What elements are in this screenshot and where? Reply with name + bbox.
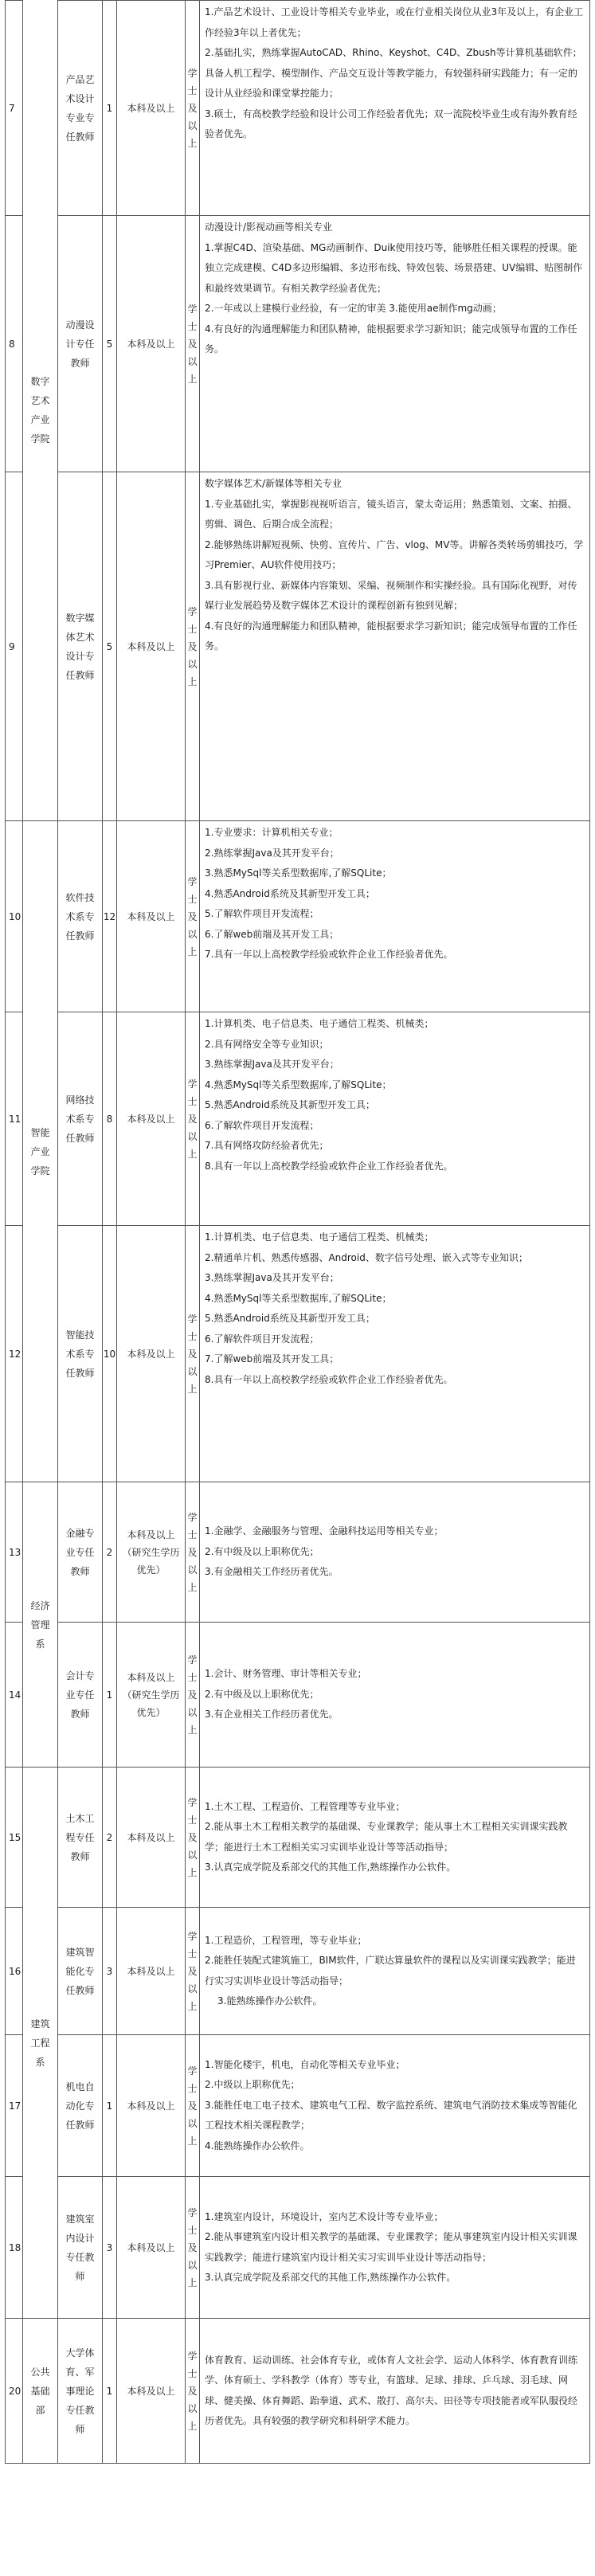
requirement-line: 3.具有影视行业、新媒体内容策划、采编、视频制作和实操经验。具有国际化视野，对传媒行业发展趋势及数字媒体艺术设计的课程创新有独到见解； — [205, 579, 577, 611]
headcount: 8 — [103, 1012, 117, 1226]
requirement-line: 4.熟悉MySql等关系型数据库,了解SQLite； — [205, 1292, 392, 1304]
position-name: 建筑智能化专任教师 — [58, 1908, 103, 2035]
table-row — [6, 1623, 590, 1768]
table-row — [6, 1908, 590, 2035]
degree: 学士及以上 — [186, 1482, 200, 1623]
requirement-line: 3.有金融相关工作经历者优先。 — [205, 1566, 339, 1578]
requirement-line: 3.熟练掌握Java及其开发平台； — [205, 1059, 339, 1070]
education: 本科及以上 — [117, 2177, 186, 2319]
row-number: 15 — [6, 1768, 23, 1908]
table-row — [6, 472, 590, 821]
education: 本科及以上 — [117, 1012, 186, 1226]
requirement-line: 2.能从事建筑室内设计相关教学的基础课、专业课教学；能从事建筑室内设计相关实训课实践教学；能进行建筑室内设计相关实习实训毕业设计等活动指导； — [205, 2231, 577, 2263]
position-name: 网络技术系专任教师 — [58, 1012, 103, 1226]
degree: 学士及以上 — [186, 2319, 200, 2464]
requirements — [200, 1908, 590, 2035]
degree: 学士及以上 — [186, 1012, 200, 1226]
position-name: 金融专业专任教师 — [58, 1482, 103, 1623]
table-row — [6, 1768, 590, 1908]
headcount: 5 — [103, 216, 117, 472]
requirement-line: 2.有中级及以上职称优先； — [205, 1545, 319, 1557]
requirement-line: 2.能胜任装配式建筑施工，BIM软件，广联达算量软件的课程以及实训课实践教学；能进行实习实训毕业设计等活动指导； — [205, 1955, 576, 1987]
headcount: 5 — [103, 472, 117, 821]
college-cell — [23, 1768, 58, 2319]
degree: 学士及以上 — [186, 1, 200, 216]
table-row — [6, 2035, 590, 2177]
education: 本科及以上 — [117, 1768, 186, 1908]
education: 本科及以上（研究生学历优先） — [117, 1482, 186, 1623]
table-row — [6, 1482, 590, 1623]
degree: 学士及以上 — [186, 1623, 200, 1768]
requirement-line: 7.具有网络攻防经验者优先； — [205, 1140, 329, 1151]
table-row — [6, 1, 590, 216]
position-name: 大学体育、军事理论专任教师 — [58, 2319, 103, 2464]
position-name: 土木工程专任教师 — [58, 1768, 103, 1908]
college-name: 数字艺术产业学院 — [30, 376, 50, 445]
requirement-line: 3.硕士，有高校教学经验和设计公司工作经验者优先；双一流院校毕业生或有海外教育经验者优先。 — [205, 108, 577, 139]
position-name: 建筑室内设计专任教师 — [58, 2177, 103, 2319]
requirement-line: 3.有企业相关工作经历者优先。 — [205, 1709, 339, 1721]
requirement-line: 2.熟练掌握Java及其开发平台； — [205, 847, 339, 859]
table-row — [6, 2177, 590, 2319]
requirement-line: 3.能熟练操作办公软件。 — [217, 1995, 323, 2006]
row-number: 10 — [6, 821, 23, 1012]
degree: 学士及以上 — [186, 216, 200, 472]
row-number: 16 — [6, 1908, 23, 2035]
requirement-line: 2.能够熟练讲解短视频、快剪、宣传片、广告、vlog、MV等。讲解各类转场剪辑技巧，学习Premier、AU软件使用技巧； — [205, 538, 584, 570]
college-cell — [23, 1482, 58, 1768]
requirements — [200, 1012, 590, 1226]
requirements — [200, 1, 590, 216]
college-cell — [23, 821, 58, 1482]
position-name: 软件技术系专任教师 — [58, 821, 103, 1012]
education: 本科及以上 — [117, 472, 186, 821]
requirement-line: 4.有良好的沟通理解能力和团队精神，能根据要求学习新知识；能完成领导布置的工作任务。 — [205, 620, 577, 652]
table-row — [6, 2319, 590, 2464]
position-name: 机电自动化专任教师 — [58, 2035, 103, 2177]
row-number: 12 — [6, 1226, 23, 1482]
requirements — [200, 2035, 590, 2177]
position-name: 产品艺术设计专业专任教师 — [58, 1, 103, 216]
row-number: 18 — [6, 2177, 23, 2319]
requirement-line: 4.有良好的沟通理解能力和团队精神，能根据要求学习新知识；能完成领导布置的工作任务。 — [205, 323, 577, 354]
requirements — [200, 1768, 590, 1908]
headcount: 2 — [103, 1768, 117, 1908]
headcount: 1 — [103, 1623, 117, 1768]
requirement-line: 5.熟悉Android系统及其新型开发工具； — [205, 1313, 375, 1324]
table-row — [6, 216, 590, 472]
college-name: 智能产业学院 — [30, 1126, 50, 1176]
requirement-line: 1.计算机类、电子信息类、电子通信工程类、机械类； — [205, 1231, 434, 1243]
degree: 学士及以上 — [186, 1768, 200, 1908]
requirement-line: 数字媒体艺术/新媒体等相关专业 — [205, 478, 343, 489]
row-number: 14 — [6, 1623, 23, 1768]
requirement-line: 8.具有一年以上高校教学经验或软件企业工作经验者优先。 — [205, 1373, 453, 1385]
requirement-line: 8.具有一年以上高校教学经验或软件企业工作经验者优先。 — [205, 1160, 453, 1172]
requirement-line: 1.智能化楼宇，机电，自动化等相关专业毕业； — [205, 2058, 405, 2070]
position-name: 智能技术系专任教师 — [58, 1226, 103, 1482]
education: 本科及以上 — [117, 1226, 186, 1482]
degree: 学士及以上 — [186, 1226, 200, 1482]
position-name: 会计专业专任教师 — [58, 1623, 103, 1768]
headcount: 10 — [103, 1226, 117, 1482]
row-number: 20 — [6, 2319, 23, 2464]
requirement-line: 5.熟悉Android系统及其新型开发工具； — [205, 1099, 375, 1110]
requirements — [200, 2319, 590, 2464]
requirement-line: 4.熟悉MySql等关系型数据库,了解SQLite； — [205, 1079, 392, 1090]
requirements — [200, 1226, 590, 1482]
requirements — [200, 2177, 590, 2319]
requirement-line: 3.认真完成学院及系部交代的其他工作,熟练操作办公软件。 — [205, 2272, 456, 2283]
requirement-line: 6.了解软件项目开发流程； — [205, 1333, 319, 1345]
row-number: 11 — [6, 1012, 23, 1226]
degree: 学士及以上 — [186, 2035, 200, 2177]
requirement-line: 3.熟悉MySql等关系型数据库,了解SQLite； — [205, 867, 392, 879]
education: 本科及以上 — [117, 216, 186, 472]
requirement-line: 体育教育、运动训练、社会体育专业，或体育人文社会学、运动人体科学、体育教育训练学、体育硕士、学科教学（体育）等专业，有篮球、足球、排球、乒乓球、羽毛球、网球、健美操、体育舞蹈、跆拳道、武术、散打、高尔夫、田径等专项技能者或军队服役经历者优先。具有较强的教学研究和科研学术能力。 — [205, 2354, 578, 2426]
requirements — [200, 1623, 590, 1768]
requirement-line: 4.能熟练操作办公软件。 — [205, 2139, 310, 2151]
college-name: 经济管理系 — [30, 1599, 50, 1650]
requirement-line: 2.一年或以上建模行业经验，有一定的审美 3.能使用ae制作mg动画； — [205, 303, 502, 314]
row-number: 13 — [6, 1482, 23, 1623]
requirements — [200, 216, 590, 472]
row-number: 8 — [6, 216, 23, 472]
education: 本科及以上 — [117, 1908, 186, 2035]
college-name: 公共基础部 — [30, 2366, 50, 2416]
requirement-line: 2.基础扎实，熟练掌握AutoCAD、Rhino、Keyshot、C4D、Zbush等计算机基础软件；具备人机工程学、模型制作、产品交互设计等教学能力，有较强科研实践能力；有一定的设计从业经验和课堂掌控能力； — [205, 47, 582, 99]
requirement-line: 2.具有网络安全等专业知识； — [205, 1038, 329, 1050]
table-row — [6, 821, 590, 1012]
requirement-line: 2.有中级及以上职称优先； — [205, 1688, 319, 1700]
requirement-line: 1.会计、财务管理、审计等相关专业； — [205, 1668, 367, 1680]
requirement-line: 2.能从事土木工程相关教学的基础课、专业课教学；能从事土木工程相关实训课实践教学；能进行土木工程相关实习实训毕业设计等等活动指导； — [205, 1821, 568, 1853]
education: 本科及以上 — [117, 821, 186, 1012]
position-name: 动漫设计专任教师 — [58, 216, 103, 472]
requirement-line: 3.能胜任电工电子技术、建筑电气工程、数字监控系统、建筑电气消防技术集成等智能化工程技术相关课程教学； — [205, 2099, 577, 2132]
requirements — [200, 472, 590, 821]
education: 本科及以上 — [117, 1, 186, 216]
requirement-line: 7.了解web前端及其开发工具； — [205, 1353, 339, 1364]
row-number: 7 — [6, 1, 23, 216]
headcount: 3 — [103, 1908, 117, 2035]
requirement-line: 3.认真完成学院及系部交代的其他工作,熟练操作办公软件。 — [205, 1862, 456, 1873]
requirement-line: 1.土木工程、工程造价、工程管理等专业毕业； — [205, 1800, 405, 1812]
degree: 学士及以上 — [186, 2177, 200, 2319]
headcount: 1 — [103, 1, 117, 216]
requirement-line: 1.产品艺术设计、工业设计等相关专业毕业，或在行业相关岗位从业3年及以上，有企业工作经验3年以上者优先； — [205, 6, 584, 38]
college-cell — [23, 2319, 58, 2464]
requirement-line: 1.金融学、金融服务与管理、金融科技运用等相关专业； — [205, 1525, 444, 1537]
college-cell — [23, 1, 58, 821]
requirement-line: 1.专业基础扎实，掌握影视视听语言，镜头语言，蒙太奇运用；熟悉策划、文案、拍摄、剪辑、调色、后期合成全流程； — [205, 498, 577, 530]
requirement-line: 1.工程造价，工程管理，等专业毕业； — [205, 1934, 367, 1946]
row-number: 17 — [6, 2035, 23, 2177]
college-name: 建筑工程系 — [30, 2018, 50, 2068]
requirement-line: 动漫设计/影视动画等相关专业 — [205, 221, 333, 233]
requirement-line: 4.熟悉Android系统及其新型开发工具； — [205, 887, 375, 899]
row-number: 9 — [6, 472, 23, 821]
headcount: 12 — [103, 821, 117, 1012]
table-row — [6, 1226, 590, 1482]
requirement-line: 2.精通单片机、熟悉传感器、Android、数字信号处理、嵌入式等专业知识； — [205, 1251, 528, 1263]
recruitment-table — [5, 0, 590, 2464]
requirement-line: 6.了解web前端及其开发工具； — [205, 928, 339, 940]
education: 本科及以上 — [117, 2319, 186, 2464]
degree: 学士及以上 — [186, 821, 200, 1012]
requirement-line: 7.具有一年以上高校教学经验或软件企业工作经验者优先。 — [205, 949, 453, 960]
requirement-line: 1.建筑室内设计，环境设计，室内艺术设计等专业毕业； — [205, 2210, 444, 2222]
headcount: 3 — [103, 2177, 117, 2319]
requirement-line: 1.专业要求：计算机相关专业； — [205, 827, 339, 838]
education: 本科及以上（研究生学历优先） — [117, 1623, 186, 1768]
headcount: 2 — [103, 1482, 117, 1623]
requirement-line: 2.中级以上职称优先； — [205, 2079, 300, 2091]
headcount: 1 — [103, 2035, 117, 2177]
table-row — [6, 1012, 590, 1226]
degree: 学士及以上 — [186, 1908, 200, 2035]
headcount: 1 — [103, 2319, 117, 2464]
requirement-line: 1.掌握C4D、渲染基础、MG动画制作、Duik使用技巧等，能够胜任相关课程的授课。能独立完成建模、C4D多边形编辑、多边形布线、特效包装、场景搭建、UV编辑、贴图制作和最终效果调节。有相关教学经验者优先； — [205, 241, 583, 294]
requirements — [200, 821, 590, 1012]
position-name: 数字媒体艺术设计专任教师 — [58, 472, 103, 821]
requirement-line: 5.了解软件项目开发流程； — [205, 908, 319, 919]
degree: 学士及以上 — [186, 472, 200, 821]
education: 本科及以上 — [117, 2035, 186, 2177]
requirement-line: 6.了解软件项目开发流程； — [205, 1119, 319, 1131]
requirement-line: 1.计算机类、电子信息类、电子通信工程类、机械类； — [205, 1018, 434, 1029]
requirements — [200, 1482, 590, 1623]
requirement-line: 3.熟练掌握Java及其开发平台； — [205, 1272, 339, 1283]
